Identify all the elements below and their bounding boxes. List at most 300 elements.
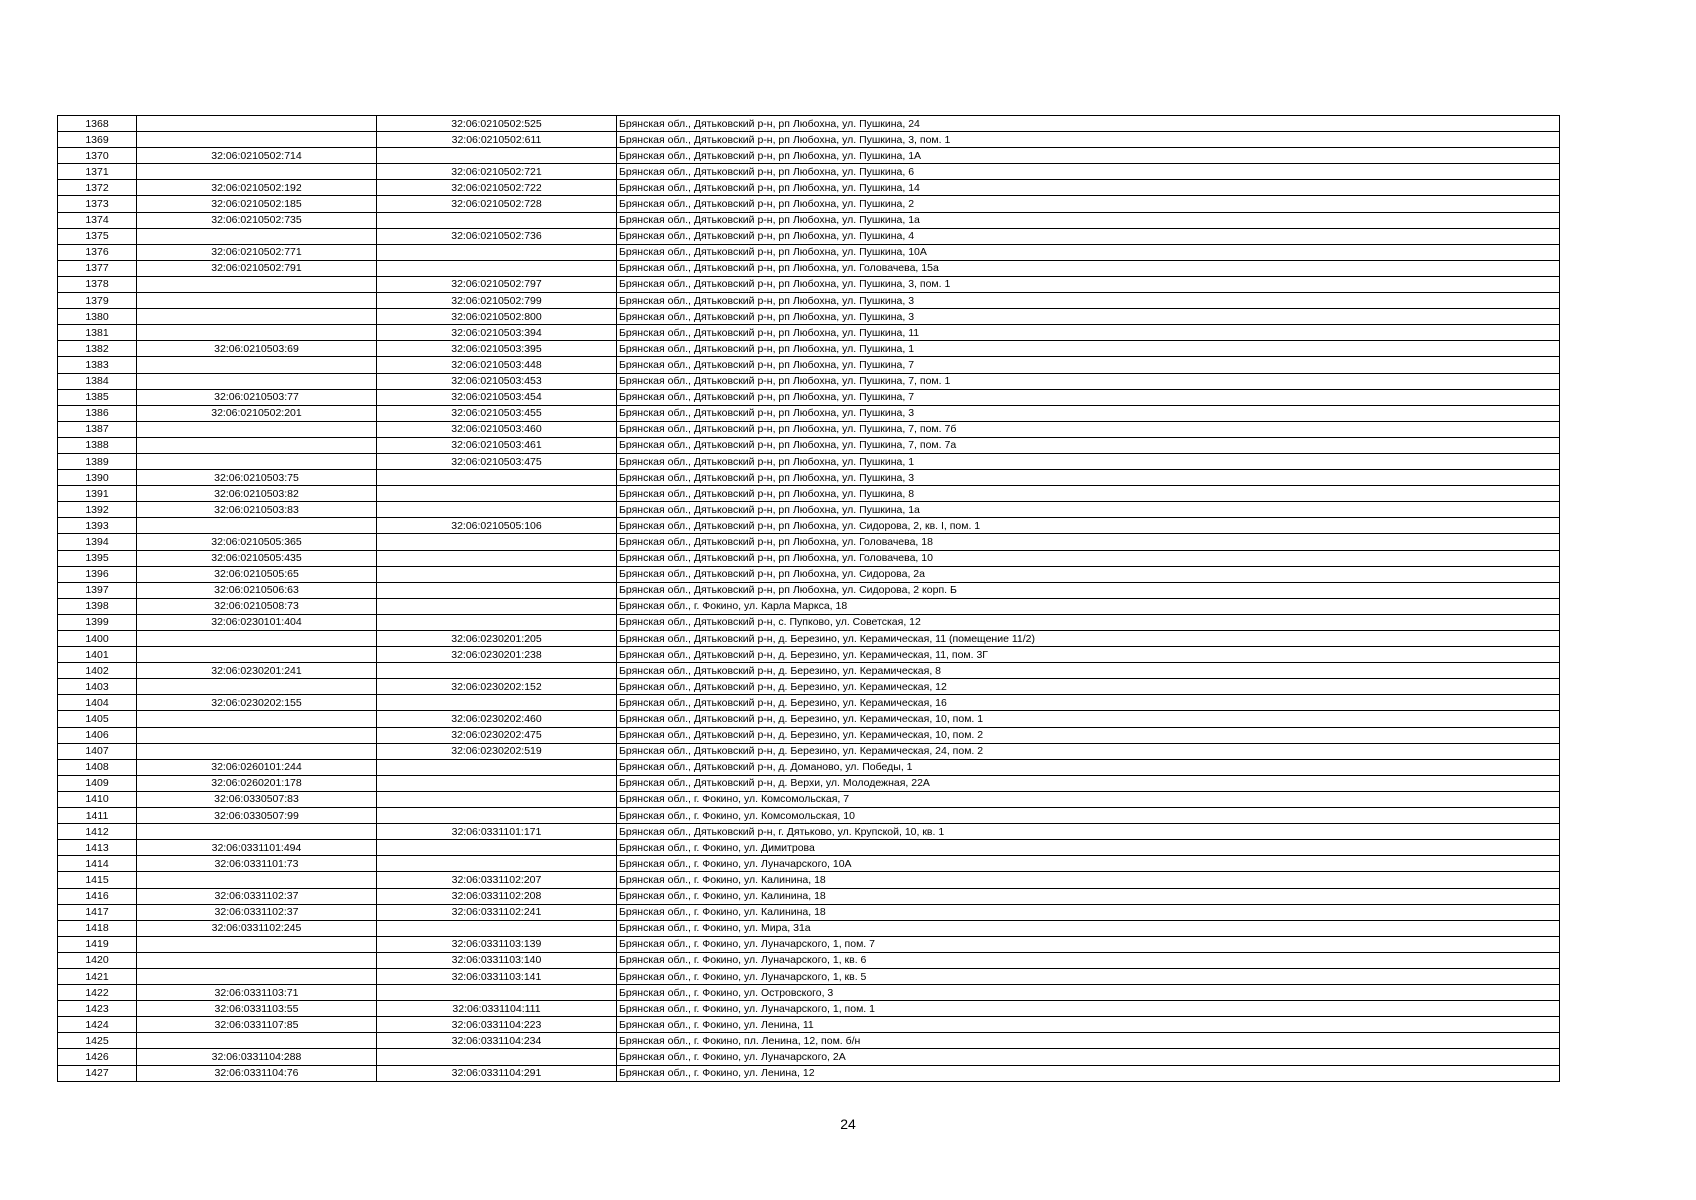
cadastral-number-cell bbox=[137, 357, 377, 373]
address-cell: Брянская обл., г. Фокино, ул. Луначарского, 1, кв. 5 bbox=[617, 968, 1560, 984]
row-number-cell: 1402 bbox=[58, 663, 137, 679]
cadastral-number-cell bbox=[137, 325, 377, 341]
row-number-cell: 1405 bbox=[58, 711, 137, 727]
table-row bbox=[58, 116, 1560, 132]
table-row bbox=[58, 212, 1560, 228]
building-cadastral-number-cell: 32:06:0331103:139 bbox=[377, 936, 617, 952]
table-row bbox=[58, 1065, 1560, 1081]
cadastral-number-cell: 32:06:0330507:83 bbox=[137, 791, 377, 807]
cadastral-number-cell: 32:06:0210505:435 bbox=[137, 550, 377, 566]
address-cell: Брянская обл., г. Фокино, ул. Комсомольская, 10 bbox=[617, 808, 1560, 824]
building-cadastral-number-cell: 32:06:0210502:799 bbox=[377, 293, 617, 309]
address-cell: Брянская обл., Дятьковский р-н, д. Березино, ул. Керамическая, 12 bbox=[617, 679, 1560, 695]
cadastral-number-cell: 32:06:0330507:99 bbox=[137, 808, 377, 824]
building-cadastral-number-cell: 32:06:0210503:448 bbox=[377, 357, 617, 373]
row-number-cell: 1412 bbox=[58, 824, 137, 840]
address-cell: Брянская обл., Дятьковский р-н, рп Любохна, ул. Пушкина, 24 bbox=[617, 116, 1560, 132]
address-cell: Брянская обл., г. Фокино, пл. Ленина, 12, пом. б/н bbox=[617, 1033, 1560, 1049]
table-row bbox=[58, 534, 1560, 550]
table-row bbox=[58, 808, 1560, 824]
address-cell: Брянская обл., Дятьковский р-н, с. Пупково, ул. Советская, 12 bbox=[617, 614, 1560, 630]
cadastral-number-cell: 32:06:0230101:404 bbox=[137, 614, 377, 630]
cadastral-number-cell: 32:06:0210502:185 bbox=[137, 196, 377, 212]
row-number-cell: 1427 bbox=[58, 1065, 137, 1081]
cadastral-number-cell bbox=[137, 824, 377, 840]
table-row bbox=[58, 1001, 1560, 1017]
address-cell: Брянская обл., Дятьковский р-н, д. Березино, ул. Керамическая, 16 bbox=[617, 695, 1560, 711]
cadastral-number-cell: 32:06:0210503:82 bbox=[137, 486, 377, 502]
table-body bbox=[58, 116, 1560, 1082]
address-cell: Брянская обл., г. Фокино, ул. Луначарского, 1, пом. 7 bbox=[617, 936, 1560, 952]
building-cadastral-number-cell: 32:06:0210502:721 bbox=[377, 164, 617, 180]
cadastral-number-cell: 32:06:0331107:85 bbox=[137, 1017, 377, 1033]
address-cell: Брянская обл., Дятьковский р-н, рп Любохна, ул. Пушкина, 4 bbox=[617, 228, 1560, 244]
address-cell: Брянская обл., Дятьковский р-н, д. Березино, ул. Керамическая, 11 (помещение 11/2) bbox=[617, 631, 1560, 647]
cadastral-number-cell: 32:06:0210503:83 bbox=[137, 502, 377, 518]
table-row bbox=[58, 647, 1560, 663]
building-cadastral-number-cell bbox=[377, 486, 617, 502]
building-cadastral-number-cell: 32:06:0230202:152 bbox=[377, 679, 617, 695]
row-number-cell: 1404 bbox=[58, 695, 137, 711]
table-row bbox=[58, 985, 1560, 1001]
table-row bbox=[58, 614, 1560, 630]
table-row bbox=[58, 727, 1560, 743]
address-cell: Брянская обл., Дятьковский р-н, рп Любохна, ул. Головачева, 10 bbox=[617, 550, 1560, 566]
page-number: 24 bbox=[840, 1116, 856, 1132]
address-cell: Брянская обл., г. Фокино, ул. Калинина, 18 bbox=[617, 904, 1560, 920]
address-cell: Брянская обл., Дятьковский р-н, рп Любохна, ул. Сидорова, 2 корп. Б bbox=[617, 582, 1560, 598]
address-cell: Брянская обл., Дятьковский р-н, д. Доманово, ул. Победы, 1 bbox=[617, 759, 1560, 775]
building-cadastral-number-cell bbox=[377, 1049, 617, 1065]
cadastral-number-cell bbox=[137, 421, 377, 437]
table-row bbox=[58, 920, 1560, 936]
building-cadastral-number-cell bbox=[377, 920, 617, 936]
row-number-cell: 1407 bbox=[58, 743, 137, 759]
cadastral-number-cell: 32:06:0260201:178 bbox=[137, 775, 377, 791]
cadastral-number-cell: 32:06:0210505:365 bbox=[137, 534, 377, 550]
building-cadastral-number-cell: 32:06:0331102:208 bbox=[377, 888, 617, 904]
table-row bbox=[58, 437, 1560, 453]
cadastral-number-cell bbox=[137, 727, 377, 743]
row-number-cell: 1393 bbox=[58, 518, 137, 534]
row-number-cell: 1394 bbox=[58, 534, 137, 550]
building-cadastral-number-cell bbox=[377, 582, 617, 598]
table-row bbox=[58, 228, 1560, 244]
cadastral-number-cell bbox=[137, 631, 377, 647]
address-cell: Брянская обл., Дятьковский р-н, д. Березино, ул. Керамическая, 10, пом. 1 bbox=[617, 711, 1560, 727]
row-number-cell: 1400 bbox=[58, 631, 137, 647]
row-number-cell: 1376 bbox=[58, 244, 137, 260]
table-row bbox=[58, 470, 1560, 486]
row-number-cell: 1392 bbox=[58, 502, 137, 518]
building-cadastral-number-cell: 32:06:0210502:797 bbox=[377, 276, 617, 292]
table-row bbox=[58, 1049, 1560, 1065]
building-cadastral-number-cell: 32:06:0210503:455 bbox=[377, 405, 617, 421]
address-cell: Брянская обл., Дятьковский р-н, рп Любохна, ул. Пушкина, 3, пом. 1 bbox=[617, 276, 1560, 292]
row-number-cell: 1395 bbox=[58, 550, 137, 566]
table-row bbox=[58, 1033, 1560, 1049]
cadastral-number-cell: 32:06:0210503:75 bbox=[137, 470, 377, 486]
table-row bbox=[58, 872, 1560, 888]
building-cadastral-number-cell: 32:06:0230201:238 bbox=[377, 647, 617, 663]
table-row bbox=[58, 502, 1560, 518]
building-cadastral-number-cell: 32:06:0230202:475 bbox=[377, 727, 617, 743]
building-cadastral-number-cell: 32:06:0210502:611 bbox=[377, 132, 617, 148]
table-row bbox=[58, 486, 1560, 502]
cadastral-number-cell: 32:06:0210505:65 bbox=[137, 566, 377, 582]
table-row bbox=[58, 276, 1560, 292]
address-cell: Брянская обл., Дятьковский р-н, рп Любохна, ул. Пушкина, 7 bbox=[617, 357, 1560, 373]
building-cadastral-number-cell: 32:06:0210503:453 bbox=[377, 373, 617, 389]
table-row bbox=[58, 856, 1560, 872]
address-cell: Брянская обл., Дятьковский р-н, рп Любохна, ул. Пушкина, 1а bbox=[617, 212, 1560, 228]
table-row bbox=[58, 373, 1560, 389]
cadastral-number-cell bbox=[137, 518, 377, 534]
table-row bbox=[58, 453, 1560, 469]
building-cadastral-number-cell: 32:06:0210503:460 bbox=[377, 421, 617, 437]
row-number-cell: 1421 bbox=[58, 968, 137, 984]
row-number-cell: 1368 bbox=[58, 116, 137, 132]
cadastral-number-cell bbox=[137, 647, 377, 663]
row-number-cell: 1373 bbox=[58, 196, 137, 212]
address-cell: Брянская обл., г. Фокино, ул. Ленина, 11 bbox=[617, 1017, 1560, 1033]
row-number-cell: 1372 bbox=[58, 180, 137, 196]
address-cell: Брянская обл., Дятьковский р-н, д. Березино, ул. Керамическая, 11, пом. 3Г bbox=[617, 647, 1560, 663]
table-row bbox=[58, 759, 1560, 775]
row-number-cell: 1424 bbox=[58, 1017, 137, 1033]
building-cadastral-number-cell bbox=[377, 840, 617, 856]
address-cell: Брянская обл., Дятьковский р-н, рп Любохна, ул. Пушкина, 11 bbox=[617, 325, 1560, 341]
building-cadastral-number-cell: 32:06:0331101:171 bbox=[377, 824, 617, 840]
building-cadastral-number-cell bbox=[377, 148, 617, 164]
cadastral-number-cell: 32:06:0210502:735 bbox=[137, 212, 377, 228]
row-number-cell: 1403 bbox=[58, 679, 137, 695]
cadastral-number-cell: 32:06:0210503:69 bbox=[137, 341, 377, 357]
cadastral-number-cell: 32:06:0210502:192 bbox=[137, 180, 377, 196]
row-number-cell: 1417 bbox=[58, 904, 137, 920]
address-cell: Брянская обл., г. Фокино, ул. Островского, 3 bbox=[617, 985, 1560, 1001]
address-cell: Брянская обл., Дятьковский р-н, рп Любохна, ул. Пушкина, 3 bbox=[617, 293, 1560, 309]
row-number-cell: 1411 bbox=[58, 808, 137, 824]
address-cell: Брянская обл., г. Фокино, ул. Мира, 31а bbox=[617, 920, 1560, 936]
address-cell: Брянская обл., Дятьковский р-н, рп Любохна, ул. Пушкина, 1 bbox=[617, 453, 1560, 469]
cadastral-number-cell bbox=[137, 743, 377, 759]
building-cadastral-number-cell bbox=[377, 775, 617, 791]
address-cell: Брянская обл., Дятьковский р-н, рп Любохна, ул. Пушкина, 3 bbox=[617, 309, 1560, 325]
cadastral-number-cell bbox=[137, 164, 377, 180]
address-cell: Брянская обл., Дятьковский р-н, рп Любохна, ул. Пушкина, 7, пом. 7а bbox=[617, 437, 1560, 453]
row-number-cell: 1371 bbox=[58, 164, 137, 180]
address-cell: Брянская обл., Дятьковский р-н, д. Верхи, ул. Молодежная, 22А bbox=[617, 775, 1560, 791]
table-row bbox=[58, 309, 1560, 325]
row-number-cell: 1398 bbox=[58, 598, 137, 614]
row-number-cell: 1370 bbox=[58, 148, 137, 164]
row-number-cell: 1410 bbox=[58, 791, 137, 807]
building-cadastral-number-cell: 32:06:0331102:241 bbox=[377, 904, 617, 920]
address-cell: Брянская обл., г. Фокино, ул. Луначарского, 1, пом. 1 bbox=[617, 1001, 1560, 1017]
table-row bbox=[58, 824, 1560, 840]
cadastral-number-cell: 32:06:0331102:37 bbox=[137, 904, 377, 920]
table-row bbox=[58, 180, 1560, 196]
table-row bbox=[58, 582, 1560, 598]
building-cadastral-number-cell: 32:06:0210503:475 bbox=[377, 453, 617, 469]
property-table bbox=[57, 115, 1560, 1082]
table-row bbox=[58, 293, 1560, 309]
row-number-cell: 1383 bbox=[58, 357, 137, 373]
cadastral-number-cell: 32:06:0210502:791 bbox=[137, 260, 377, 276]
address-cell: Брянская обл., Дятьковский р-н, рп Любохна, ул. Пушкина, 7 bbox=[617, 389, 1560, 405]
building-cadastral-number-cell: 32:06:0230201:205 bbox=[377, 631, 617, 647]
row-number-cell: 1384 bbox=[58, 373, 137, 389]
address-cell: Брянская обл., Дятьковский р-н, рп Любохна, ул. Пушкина, 3, пом. 1 bbox=[617, 132, 1560, 148]
cadastral-number-cell: 32:06:0331102:245 bbox=[137, 920, 377, 936]
cadastral-number-cell: 32:06:0210503:77 bbox=[137, 389, 377, 405]
row-number-cell: 1425 bbox=[58, 1033, 137, 1049]
table-row bbox=[58, 598, 1560, 614]
address-cell: Брянская обл., Дятьковский р-н, рп Любохна, ул. Сидорова, 2а bbox=[617, 566, 1560, 582]
building-cadastral-number-cell bbox=[377, 791, 617, 807]
cadastral-number-cell bbox=[137, 373, 377, 389]
address-cell: Брянская обл., г. Фокино, ул. Калинина, 18 bbox=[617, 872, 1560, 888]
cadastral-number-cell bbox=[137, 309, 377, 325]
address-cell: Брянская обл., Дятьковский р-н, д. Березино, ул. Керамическая, 8 bbox=[617, 663, 1560, 679]
cadastral-number-cell bbox=[137, 711, 377, 727]
row-number-cell: 1390 bbox=[58, 470, 137, 486]
building-cadastral-number-cell: 32:06:0210502:722 bbox=[377, 180, 617, 196]
row-number-cell: 1419 bbox=[58, 936, 137, 952]
building-cadastral-number-cell bbox=[377, 534, 617, 550]
table-row bbox=[58, 968, 1560, 984]
table-row bbox=[58, 550, 1560, 566]
address-cell: Брянская обл., Дятьковский р-н, рп Любохна, ул. Пушкина, 14 bbox=[617, 180, 1560, 196]
row-number-cell: 1406 bbox=[58, 727, 137, 743]
address-cell: Брянская обл., Дятьковский р-н, д. Березино, ул. Керамическая, 24, пом. 2 bbox=[617, 743, 1560, 759]
table-row bbox=[58, 325, 1560, 341]
building-cadastral-number-cell: 32:06:0210502:728 bbox=[377, 196, 617, 212]
cadastral-number-cell bbox=[137, 453, 377, 469]
row-number-cell: 1378 bbox=[58, 276, 137, 292]
row-number-cell: 1396 bbox=[58, 566, 137, 582]
building-cadastral-number-cell bbox=[377, 260, 617, 276]
address-cell: Брянская обл., г. Фокино, ул. Луначарского, 10А bbox=[617, 856, 1560, 872]
building-cadastral-number-cell: 32:06:0230202:460 bbox=[377, 711, 617, 727]
row-number-cell: 1369 bbox=[58, 132, 137, 148]
address-cell: Брянская обл., Дятьковский р-н, рп Любохна, ул. Пушкина, 3 bbox=[617, 405, 1560, 421]
building-cadastral-number-cell: 32:06:0210505:106 bbox=[377, 518, 617, 534]
row-number-cell: 1381 bbox=[58, 325, 137, 341]
building-cadastral-number-cell: 32:06:0331104:234 bbox=[377, 1033, 617, 1049]
row-number-cell: 1422 bbox=[58, 985, 137, 1001]
address-cell: Брянская обл., Дятьковский р-н, рп Любохна, ул. Пушкина, 10А bbox=[617, 244, 1560, 260]
cadastral-number-cell: 32:06:0210502:714 bbox=[137, 148, 377, 164]
address-cell: Брянская обл., г. Фокино, ул. Луначарского, 2А bbox=[617, 1049, 1560, 1065]
table-row bbox=[58, 775, 1560, 791]
table-row bbox=[58, 840, 1560, 856]
cadastral-number-cell bbox=[137, 952, 377, 968]
building-cadastral-number-cell bbox=[377, 856, 617, 872]
building-cadastral-number-cell: 32:06:0210502:800 bbox=[377, 309, 617, 325]
table-row bbox=[58, 341, 1560, 357]
building-cadastral-number-cell bbox=[377, 566, 617, 582]
row-number-cell: 1413 bbox=[58, 840, 137, 856]
cadastral-number-cell bbox=[137, 276, 377, 292]
building-cadastral-number-cell bbox=[377, 759, 617, 775]
building-cadastral-number-cell bbox=[377, 502, 617, 518]
table-row bbox=[58, 936, 1560, 952]
table-row bbox=[58, 132, 1560, 148]
address-cell: Брянская обл., Дятьковский р-н, рп Любохна, ул. Пушкина, 6 bbox=[617, 164, 1560, 180]
row-number-cell: 1408 bbox=[58, 759, 137, 775]
cadastral-number-cell: 32:06:0210508:73 bbox=[137, 598, 377, 614]
row-number-cell: 1385 bbox=[58, 389, 137, 405]
building-cadastral-number-cell: 32:06:0210503:395 bbox=[377, 341, 617, 357]
row-number-cell: 1409 bbox=[58, 775, 137, 791]
table-row bbox=[58, 260, 1560, 276]
building-cadastral-number-cell: 32:06:0230202:519 bbox=[377, 743, 617, 759]
cadastral-number-cell bbox=[137, 968, 377, 984]
address-cell: Брянская обл., г. Фокино, ул. Димитрова bbox=[617, 840, 1560, 856]
address-cell: Брянская обл., г. Фокино, ул. Луначарского, 1, кв. 6 bbox=[617, 952, 1560, 968]
row-number-cell: 1388 bbox=[58, 437, 137, 453]
cadastral-number-cell: 32:06:0331103:71 bbox=[137, 985, 377, 1001]
building-cadastral-number-cell: 32:06:0210503:454 bbox=[377, 389, 617, 405]
address-cell: Брянская обл., Дятьковский р-н, рп Любохна, ул. Пушкина, 8 bbox=[617, 486, 1560, 502]
table-row bbox=[58, 405, 1560, 421]
cadastral-number-cell bbox=[137, 679, 377, 695]
building-cadastral-number-cell bbox=[377, 663, 617, 679]
cadastral-number-cell: 32:06:0210506:63 bbox=[137, 582, 377, 598]
table-row bbox=[58, 952, 1560, 968]
table-row bbox=[58, 663, 1560, 679]
cadastral-number-cell: 32:06:0210502:201 bbox=[137, 405, 377, 421]
row-number-cell: 1399 bbox=[58, 614, 137, 630]
row-number-cell: 1401 bbox=[58, 647, 137, 663]
cadastral-number-cell: 32:06:0331104:76 bbox=[137, 1065, 377, 1081]
address-cell: Брянская обл., г. Фокино, ул. Калинина, 18 bbox=[617, 888, 1560, 904]
building-cadastral-number-cell bbox=[377, 985, 617, 1001]
table-row bbox=[58, 244, 1560, 260]
cadastral-number-cell: 32:06:0230201:241 bbox=[137, 663, 377, 679]
row-number-cell: 1386 bbox=[58, 405, 137, 421]
row-number-cell: 1426 bbox=[58, 1049, 137, 1065]
cadastral-number-cell bbox=[137, 872, 377, 888]
table-row bbox=[58, 679, 1560, 695]
row-number-cell: 1375 bbox=[58, 228, 137, 244]
row-number-cell: 1420 bbox=[58, 952, 137, 968]
cadastral-number-cell: 32:06:0331103:55 bbox=[137, 1001, 377, 1017]
building-cadastral-number-cell bbox=[377, 212, 617, 228]
address-cell: Брянская обл., Дятьковский р-н, рп Любохна, ул. Пушкина, 7, пом. 7б bbox=[617, 421, 1560, 437]
address-cell: Брянская обл., Дятьковский р-н, рп Любохна, ул. Пушкина, 7, пом. 1 bbox=[617, 373, 1560, 389]
building-cadastral-number-cell: 32:06:0210502:525 bbox=[377, 116, 617, 132]
cadastral-number-cell bbox=[137, 228, 377, 244]
address-cell: Брянская обл., Дятьковский р-н, рп Любохна, ул. Пушкина, 1а bbox=[617, 502, 1560, 518]
row-number-cell: 1389 bbox=[58, 453, 137, 469]
building-cadastral-number-cell bbox=[377, 695, 617, 711]
table-row bbox=[58, 357, 1560, 373]
table-row bbox=[58, 164, 1560, 180]
cadastral-number-cell bbox=[137, 936, 377, 952]
address-cell: Брянская обл., Дятьковский р-н, рп Любохна, ул. Головачева, 15а bbox=[617, 260, 1560, 276]
cadastral-number-cell: 32:06:0331101:494 bbox=[137, 840, 377, 856]
row-number-cell: 1391 bbox=[58, 486, 137, 502]
building-cadastral-number-cell bbox=[377, 598, 617, 614]
row-number-cell: 1423 bbox=[58, 1001, 137, 1017]
table-row bbox=[58, 518, 1560, 534]
table-row bbox=[58, 148, 1560, 164]
building-cadastral-number-cell: 32:06:0331103:141 bbox=[377, 968, 617, 984]
building-cadastral-number-cell: 32:06:0331104:111 bbox=[377, 1001, 617, 1017]
cadastral-number-cell bbox=[137, 116, 377, 132]
cadastral-number-cell bbox=[137, 1033, 377, 1049]
row-number-cell: 1418 bbox=[58, 920, 137, 936]
building-cadastral-number-cell bbox=[377, 550, 617, 566]
address-cell: Брянская обл., г. Фокино, ул. Комсомольская, 7 bbox=[617, 791, 1560, 807]
address-cell: Брянская обл., Дятьковский р-н, рп Любохна, ул. Пушкина, 1 bbox=[617, 341, 1560, 357]
row-number-cell: 1387 bbox=[58, 421, 137, 437]
address-cell: Брянская обл., Дятьковский р-н, г. Дятьково, ул. Крупской, 10, кв. 1 bbox=[617, 824, 1560, 840]
cadastral-number-cell: 32:06:0230202:155 bbox=[137, 695, 377, 711]
cadastral-number-cell: 32:06:0210502:771 bbox=[137, 244, 377, 260]
cadastral-number-cell bbox=[137, 293, 377, 309]
table-row bbox=[58, 631, 1560, 647]
building-cadastral-number-cell: 32:06:0331104:291 bbox=[377, 1065, 617, 1081]
table-row bbox=[58, 1017, 1560, 1033]
row-number-cell: 1379 bbox=[58, 293, 137, 309]
row-number-cell: 1416 bbox=[58, 888, 137, 904]
building-cadastral-number-cell: 32:06:0210503:461 bbox=[377, 437, 617, 453]
building-cadastral-number-cell: 32:06:0331102:207 bbox=[377, 872, 617, 888]
building-cadastral-number-cell bbox=[377, 614, 617, 630]
table-row bbox=[58, 389, 1560, 405]
cadastral-number-cell bbox=[137, 437, 377, 453]
row-number-cell: 1415 bbox=[58, 872, 137, 888]
building-cadastral-number-cell: 32:06:0331104:223 bbox=[377, 1017, 617, 1033]
row-number-cell: 1377 bbox=[58, 260, 137, 276]
building-cadastral-number-cell: 32:06:0331103:140 bbox=[377, 952, 617, 968]
cadastral-number-cell: 32:06:0331104:288 bbox=[137, 1049, 377, 1065]
address-cell: Брянская обл., г. Фокино, ул. Ленина, 12 bbox=[617, 1065, 1560, 1081]
cadastral-number-cell: 32:06:0331101:73 bbox=[137, 856, 377, 872]
table-row bbox=[58, 711, 1560, 727]
address-cell: Брянская обл., Дятьковский р-н, д. Березино, ул. Керамическая, 10, пом. 2 bbox=[617, 727, 1560, 743]
cadastral-number-cell: 32:06:0260101:244 bbox=[137, 759, 377, 775]
row-number-cell: 1374 bbox=[58, 212, 137, 228]
table-row bbox=[58, 566, 1560, 582]
address-cell: Брянская обл., Дятьковский р-н, рп Любохна, ул. Сидорова, 2, кв. I, пом. 1 bbox=[617, 518, 1560, 534]
cadastral-number-cell: 32:06:0331102:37 bbox=[137, 888, 377, 904]
row-number-cell: 1380 bbox=[58, 309, 137, 325]
table-row bbox=[58, 743, 1560, 759]
table-row bbox=[58, 196, 1560, 212]
address-cell: Брянская обл., Дятьковский р-н, рп Любохна, ул. Головачева, 18 bbox=[617, 534, 1560, 550]
building-cadastral-number-cell bbox=[377, 808, 617, 824]
table-row bbox=[58, 904, 1560, 920]
cadastral-number-cell bbox=[137, 132, 377, 148]
address-cell: Брянская обл., Дятьковский р-н, рп Любохна, ул. Пушкина, 1А bbox=[617, 148, 1560, 164]
address-cell: Брянская обл., Дятьковский р-н, рп Любохна, ул. Пушкина, 3 bbox=[617, 470, 1560, 486]
row-number-cell: 1382 bbox=[58, 341, 137, 357]
building-cadastral-number-cell bbox=[377, 470, 617, 486]
row-number-cell: 1414 bbox=[58, 856, 137, 872]
building-cadastral-number-cell bbox=[377, 244, 617, 260]
building-cadastral-number-cell: 32:06:0210503:394 bbox=[377, 325, 617, 341]
row-number-cell: 1397 bbox=[58, 582, 137, 598]
address-cell: Брянская обл., Дятьковский р-н, рп Любохна, ул. Пушкина, 2 bbox=[617, 196, 1560, 212]
table-row bbox=[58, 888, 1560, 904]
address-cell: Брянская обл., г. Фокино, ул. Карла Маркса, 18 bbox=[617, 598, 1560, 614]
table-row bbox=[58, 421, 1560, 437]
